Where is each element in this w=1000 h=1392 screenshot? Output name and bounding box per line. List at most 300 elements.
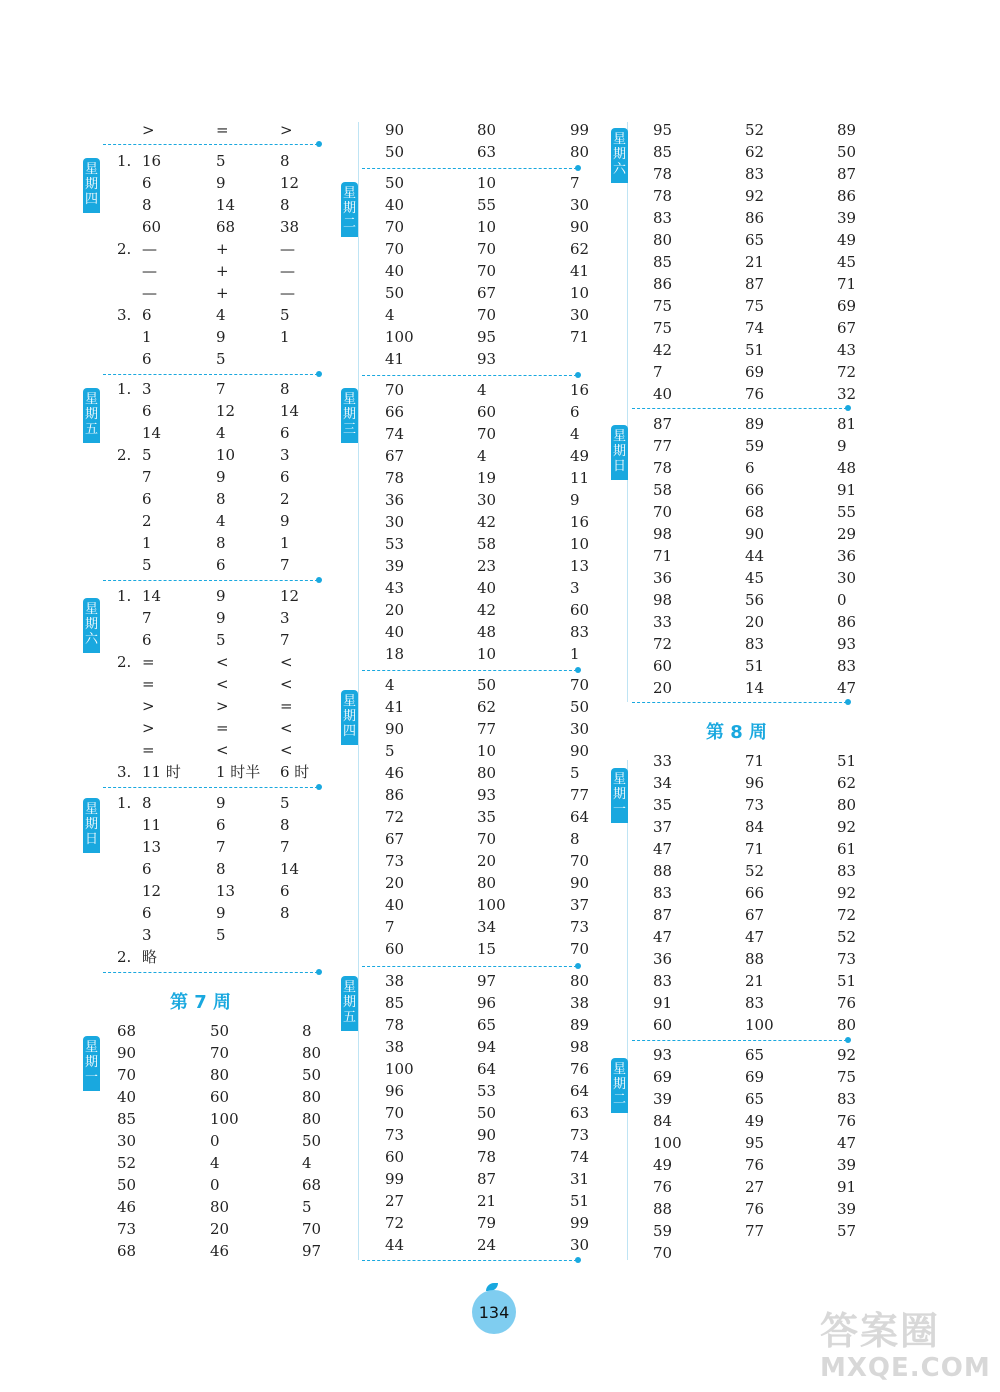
- answer-cell: 21: [477, 1192, 497, 1210]
- answer-cell: 12: [280, 587, 300, 605]
- answer-cell: 92: [837, 1046, 857, 1064]
- answer-cell: 100: [385, 1060, 414, 1078]
- weekday-tab-char: 星: [612, 1062, 626, 1077]
- answer-cell: 47: [745, 928, 765, 946]
- answer-cell: 89: [837, 121, 857, 139]
- answer-cell: +: [216, 284, 229, 302]
- weekday-tab-char: 星: [342, 694, 356, 709]
- answer-cell: 39: [653, 1090, 673, 1108]
- answer-cell: 40: [117, 1088, 137, 1106]
- answer-cell: 9: [216, 609, 226, 627]
- answer-cell: 68: [302, 1176, 322, 1194]
- answer-cell: <: [280, 653, 293, 671]
- answer-cell: >: [216, 697, 229, 715]
- answer-cell: 80: [653, 231, 673, 249]
- answer-cell: 40: [477, 579, 497, 597]
- answer-cell: 65: [477, 1016, 497, 1034]
- answer-cell: 13: [142, 838, 162, 856]
- weekday-tab: [83, 388, 100, 443]
- answer-cell: 80: [477, 874, 497, 892]
- answer-cell: 5: [142, 446, 152, 464]
- answer-cell: 8: [142, 196, 152, 214]
- answer-cell: 92: [837, 884, 857, 902]
- answer-cell: 44: [385, 1236, 405, 1254]
- section-divider: [103, 972, 318, 973]
- answer-cell: 10: [477, 174, 497, 192]
- answer-cell: 96: [745, 774, 765, 792]
- weekday-tab: [83, 798, 100, 853]
- answer-cell: 71: [570, 328, 590, 346]
- answer-cell: 86: [837, 187, 857, 205]
- answer-cell: 30: [570, 196, 590, 214]
- answer-cell: 18: [385, 645, 405, 663]
- answer-cell: 37: [653, 818, 673, 836]
- answer-cell: 39: [385, 557, 405, 575]
- answer-cell: 8: [570, 830, 580, 848]
- weekday-tab: [83, 158, 100, 213]
- answer-cell: 2.: [117, 446, 132, 464]
- answer-cell: 5: [570, 764, 580, 782]
- section-divider: [632, 408, 847, 409]
- answer-cell: <: [280, 675, 293, 693]
- answer-cell: 65: [745, 1090, 765, 1108]
- answer-cell: 10: [216, 446, 236, 464]
- answer-cell: 30: [570, 1236, 590, 1254]
- answer-cell: 6: [745, 459, 755, 477]
- answer-cell: 5: [280, 794, 290, 812]
- column-rule: [627, 122, 628, 702]
- answer-cell: 12: [216, 402, 236, 420]
- answer-cell: 68: [745, 503, 765, 521]
- answer-cell: 99: [570, 1214, 590, 1232]
- weekday-tab-char: 期: [342, 201, 356, 216]
- answer-cell: 69: [745, 1068, 765, 1086]
- answer-cell: 77: [477, 720, 497, 738]
- answer-cell: 10: [570, 535, 590, 553]
- answer-cell: 77: [653, 437, 673, 455]
- answer-cell: 90: [117, 1044, 137, 1062]
- answer-cell: 68: [216, 218, 236, 236]
- answer-cell: 5: [385, 742, 395, 760]
- answer-cell: 83: [745, 994, 765, 1012]
- answer-cell: 52: [837, 928, 857, 946]
- answer-cell: =: [142, 741, 155, 759]
- answer-cell: 87: [837, 165, 857, 183]
- answer-cell: 49: [837, 231, 857, 249]
- answer-cell: >: [142, 121, 155, 139]
- weekday-tab-char: 星: [612, 132, 626, 147]
- answer-cell: 10: [477, 645, 497, 663]
- answer-cell: 70: [477, 425, 497, 443]
- answer-cell: 30: [117, 1132, 137, 1150]
- answer-cell: 60: [210, 1088, 230, 1106]
- answer-cell: 90: [745, 525, 765, 543]
- answer-cell: 70: [302, 1220, 322, 1238]
- answer-cell: >: [142, 719, 155, 737]
- answer-cell: 2.: [117, 653, 132, 671]
- answer-cell: 75: [837, 1068, 857, 1086]
- answer-cell: 99: [570, 121, 590, 139]
- week-8-title: 第 8 周: [706, 722, 768, 743]
- weekday-tab-char: 星: [84, 392, 98, 407]
- answer-cell: 83: [570, 623, 590, 641]
- answer-cell: 73: [385, 852, 405, 870]
- answer-cell: 95: [745, 1134, 765, 1152]
- answer-cell: 80: [477, 121, 497, 139]
- answer-cell: 10: [477, 218, 497, 236]
- answer-cell: 36: [385, 491, 405, 509]
- answer-cell: 8: [302, 1022, 312, 1040]
- answer-cell: 75: [745, 297, 765, 315]
- answer-cell: 64: [570, 1082, 590, 1100]
- answer-cell: 55: [837, 503, 857, 521]
- answer-cell: 83: [653, 972, 673, 990]
- answer-cell: 58: [653, 481, 673, 499]
- answer-cell: 50: [837, 143, 857, 161]
- answer-cell: 78: [653, 187, 673, 205]
- answer-cell: 7: [216, 380, 226, 398]
- answer-cell: —: [142, 240, 157, 258]
- answer-cell: 89: [570, 1016, 590, 1034]
- answer-cell: 21: [745, 972, 765, 990]
- answer-cell: 6: [142, 306, 152, 324]
- weekday-tab: [341, 690, 358, 745]
- answer-cell: 75: [653, 319, 673, 337]
- weekday-tab-char: 期: [84, 1055, 98, 1070]
- answer-cell: 70: [210, 1044, 230, 1062]
- answer-cell: 14: [280, 860, 300, 878]
- answer-cell: 66: [745, 884, 765, 902]
- answer-cell: 67: [837, 319, 857, 337]
- answer-cell: —: [142, 284, 157, 302]
- weekday-tab-char: 星: [342, 980, 356, 995]
- answer-cell: 12: [280, 174, 300, 192]
- answer-cell: 87: [477, 1170, 497, 1188]
- answer-cell: 90: [570, 874, 590, 892]
- answer-cell: 4: [477, 447, 487, 465]
- answer-cell: 40: [385, 262, 405, 280]
- answer-cell: 4: [302, 1154, 312, 1172]
- answer-cell: 16: [570, 381, 590, 399]
- answer-cell: 41: [570, 262, 590, 280]
- weekday-tab-char: 星: [84, 162, 98, 177]
- answer-cell: 4: [570, 425, 580, 443]
- answer-cell: 70: [570, 852, 590, 870]
- answer-cell: 60: [142, 218, 162, 236]
- answer-cell: 69: [837, 297, 857, 315]
- answer-cell: 9: [216, 904, 226, 922]
- answer-cell: 91: [837, 1178, 857, 1196]
- answer-cell: 7: [280, 556, 290, 574]
- answer-cell: 78: [385, 1016, 405, 1034]
- answer-cell: 8: [142, 794, 152, 812]
- section-divider: [103, 580, 318, 581]
- weekday-tab-char: 六: [84, 632, 98, 647]
- answer-cell: 4: [385, 676, 395, 694]
- answer-cell: 52: [117, 1154, 137, 1172]
- answer-cell: 14: [216, 196, 236, 214]
- answer-cell: 51: [570, 1192, 590, 1210]
- answer-cell: 67: [745, 906, 765, 924]
- answer-cell: 8: [216, 534, 226, 552]
- answer-cell: 73: [570, 1126, 590, 1144]
- answer-cell: 4: [216, 512, 226, 530]
- answer-cell: 29: [837, 525, 857, 543]
- answer-cell: 3: [142, 380, 152, 398]
- answer-cell: 46: [117, 1198, 137, 1216]
- answer-cell: 73: [745, 796, 765, 814]
- weekday-tab-char: 日: [612, 459, 626, 474]
- answer-cell: 70: [385, 1104, 405, 1122]
- answer-cell: 93: [653, 1046, 673, 1064]
- answer-cell: 11 时: [142, 763, 181, 781]
- answer-cell: 100: [385, 328, 414, 346]
- answer-cell: 34: [653, 774, 673, 792]
- answer-cell: 6: [570, 403, 580, 421]
- section-divider: [362, 375, 577, 376]
- answer-cell: 83: [837, 862, 857, 880]
- answer-cell: 47: [837, 679, 857, 697]
- answer-cell: 7: [653, 363, 663, 381]
- answer-cell: >: [280, 121, 293, 139]
- answer-cell: 4: [477, 381, 487, 399]
- answer-cell: 6: [142, 631, 152, 649]
- answer-cell: 16: [142, 152, 162, 170]
- answer-cell: 90: [477, 1126, 497, 1144]
- answer-cell: 1.: [117, 587, 132, 605]
- answer-cell: 53: [385, 535, 405, 553]
- answer-cell: 80: [477, 764, 497, 782]
- answer-cell: 19: [477, 469, 497, 487]
- answer-cell: 73: [837, 950, 857, 968]
- answer-cell: 87: [653, 415, 673, 433]
- answer-cell: 78: [653, 165, 673, 183]
- answer-cell: 4: [385, 306, 395, 324]
- answer-cell: 50: [302, 1066, 322, 1084]
- answer-cell: 76: [837, 1112, 857, 1130]
- answer-cell: 6: [142, 174, 152, 192]
- watermark-line2: MXQE.COM: [820, 1353, 991, 1383]
- weekday-tab: [611, 1058, 628, 1113]
- answer-cell: 6: [216, 556, 226, 574]
- answer-cell: 80: [570, 143, 590, 161]
- answer-cell: 62: [837, 774, 857, 792]
- weekday-tab-char: 期: [342, 995, 356, 1010]
- answer-cell: 68: [117, 1242, 137, 1260]
- answer-cell: 47: [653, 840, 673, 858]
- answer-cell: 50: [385, 143, 405, 161]
- answer-cell: 39: [837, 209, 857, 227]
- answer-cell: 20: [385, 874, 405, 892]
- weekday-tab: [341, 388, 358, 443]
- answer-cell: 5: [216, 152, 226, 170]
- answer-cell: 74: [385, 425, 405, 443]
- answer-cell: 90: [385, 121, 405, 139]
- answer-cell: 11: [142, 816, 162, 834]
- answer-cell: 42: [653, 341, 673, 359]
- weekday-tab-char: 一: [612, 802, 626, 817]
- answer-cell: 96: [385, 1082, 405, 1100]
- answer-cell: 48: [837, 459, 857, 477]
- answer-cell: 7: [280, 838, 290, 856]
- weekday-tab: [341, 182, 358, 237]
- weekday-tab: [83, 598, 100, 653]
- answer-cell: 60: [653, 657, 673, 675]
- watermark-line1: 答案圈: [820, 1309, 941, 1353]
- answer-cell: 5: [142, 556, 152, 574]
- answer-cell: 10: [477, 742, 497, 760]
- answer-cell: 64: [477, 1060, 497, 1078]
- answer-cell: 30: [385, 513, 405, 531]
- answer-cell: 6: [142, 904, 152, 922]
- answer-cell: 36: [653, 950, 673, 968]
- answer-cell: <: [216, 741, 229, 759]
- answer-cell: 62: [570, 240, 590, 258]
- answer-cell: 5: [216, 926, 226, 944]
- answer-cell: 95: [477, 328, 497, 346]
- answer-cell: 59: [653, 1222, 673, 1240]
- answer-cell: 98: [570, 1038, 590, 1056]
- answer-cell: 30: [837, 569, 857, 587]
- answer-cell: 31: [570, 1170, 590, 1188]
- answer-cell: 6: [280, 882, 290, 900]
- answer-cell: 67: [477, 284, 497, 302]
- answer-cell: 86: [385, 786, 405, 804]
- weekday-tab-char: 期: [612, 1077, 626, 1092]
- answer-cell: 81: [837, 415, 857, 433]
- answer-cell: 91: [653, 994, 673, 1012]
- weekday-tab-char: 二: [342, 216, 356, 231]
- column-rule: [358, 122, 359, 1260]
- answer-cell: 39: [837, 1200, 857, 1218]
- answer-cell: 80: [837, 1016, 857, 1034]
- answer-cell: 63: [477, 143, 497, 161]
- answer-cell: 13: [570, 557, 590, 575]
- answer-cell: 88: [653, 862, 673, 880]
- answer-cell: 80: [302, 1110, 322, 1128]
- answer-cell: 70: [477, 830, 497, 848]
- weekday-tab-char: 星: [612, 772, 626, 787]
- answer-cell: 70: [117, 1066, 137, 1084]
- answer-cell: 45: [837, 253, 857, 271]
- section-divider: [632, 702, 847, 703]
- answer-cell: 37: [570, 896, 590, 914]
- answer-cell: 50: [385, 174, 405, 192]
- answer-cell: 83: [653, 884, 673, 902]
- answer-cell: 60: [385, 1148, 405, 1166]
- answer-cell: 5: [302, 1198, 312, 1216]
- weekday-tab: [611, 768, 628, 823]
- answer-cell: 13: [216, 882, 236, 900]
- answer-cell: 93: [477, 350, 497, 368]
- answer-cell: 9: [216, 468, 226, 486]
- weekday-tab: [341, 976, 358, 1031]
- answer-cell: 70: [385, 240, 405, 258]
- answer-cell: 7: [385, 918, 395, 936]
- answer-cell: 72: [837, 363, 857, 381]
- answer-cell: 6: [142, 350, 152, 368]
- answer-cell: 84: [653, 1112, 673, 1130]
- answer-cell: 76: [745, 1156, 765, 1174]
- answer-cell: 62: [745, 143, 765, 161]
- answer-cell: 9: [216, 328, 226, 346]
- answer-cell: 86: [653, 275, 673, 293]
- answer-cell: 65: [745, 231, 765, 249]
- answer-cell: —: [280, 262, 295, 280]
- answer-cell: <: [280, 741, 293, 759]
- answer-cell: 100: [653, 1134, 682, 1152]
- answer-cell: 85: [653, 143, 673, 161]
- answer-cell: 40: [385, 196, 405, 214]
- section-divider: [362, 966, 577, 967]
- answer-cell: 3: [142, 926, 152, 944]
- answer-cell: 78: [653, 459, 673, 477]
- answer-cell: 72: [837, 906, 857, 924]
- answer-cell: 16: [570, 513, 590, 531]
- answer-cell: 42: [477, 601, 497, 619]
- answer-cell: 6: [216, 816, 226, 834]
- weekday-tab-char: 星: [612, 429, 626, 444]
- answer-cell: 70: [477, 306, 497, 324]
- answer-cell: 70: [570, 940, 590, 958]
- answer-cell: 45: [745, 569, 765, 587]
- answer-cell: 1: [142, 328, 152, 346]
- answer-cell: 83: [745, 165, 765, 183]
- answer-cell: 87: [745, 275, 765, 293]
- answer-cell: =: [216, 719, 229, 737]
- answer-cell: 75: [653, 297, 673, 315]
- answer-cell: 67: [385, 447, 405, 465]
- answer-cell: 93: [837, 635, 857, 653]
- answer-cell: 65: [745, 1046, 765, 1064]
- weekday-tab-char: 星: [84, 802, 98, 817]
- weekday-tab-char: 星: [342, 186, 356, 201]
- answer-cell: 84: [745, 818, 765, 836]
- answer-cell: 35: [653, 796, 673, 814]
- answer-cell: 67: [385, 830, 405, 848]
- answer-cell: 88: [653, 1200, 673, 1218]
- answer-cell: 66: [745, 481, 765, 499]
- answer-cell: 7: [280, 631, 290, 649]
- answer-cell: 100: [477, 896, 506, 914]
- answer-cell: 6: [280, 424, 290, 442]
- answer-cell: 80: [302, 1088, 322, 1106]
- answer-cell: 9: [216, 587, 226, 605]
- answer-cell: +: [216, 240, 229, 258]
- answer-cell: 49: [653, 1156, 673, 1174]
- answer-cell: 6: [142, 402, 152, 420]
- weekday-tab: [611, 128, 628, 183]
- answer-cell: 39: [837, 1156, 857, 1174]
- answer-cell: 76: [745, 385, 765, 403]
- answer-cell: 10: [570, 284, 590, 302]
- answer-cell: 62: [477, 698, 497, 716]
- answer-cell: 80: [210, 1066, 230, 1084]
- answer-cell: 50: [117, 1176, 137, 1194]
- answer-cell: 99: [385, 1170, 405, 1188]
- answer-cell: 59: [745, 437, 765, 455]
- answer-cell: 20: [653, 679, 673, 697]
- weekday-tab-char: 期: [612, 147, 626, 162]
- answer-cell: 14: [142, 424, 162, 442]
- answer-cell: 9: [280, 512, 290, 530]
- answer-cell: >: [142, 697, 155, 715]
- answer-cell: 7: [216, 838, 226, 856]
- answer-cell: 40: [385, 623, 405, 641]
- answer-cell: 23: [477, 557, 497, 575]
- answer-cell: +: [216, 262, 229, 280]
- weekday-tab-char: 期: [84, 817, 98, 832]
